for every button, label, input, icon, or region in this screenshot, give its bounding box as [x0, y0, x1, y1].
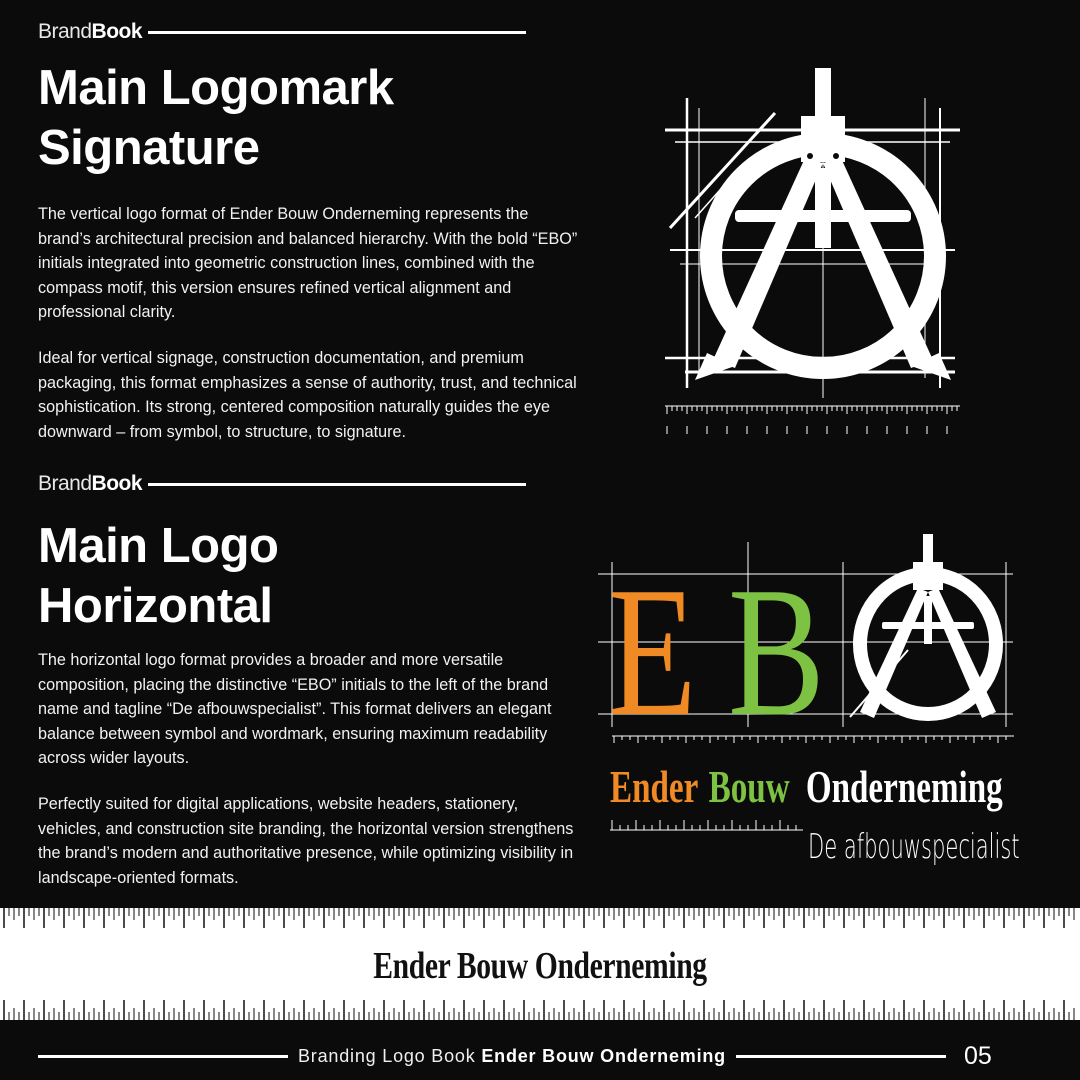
brandbook-header-1 [38, 20, 526, 44]
header-divider [148, 31, 526, 34]
brandbook-label: BrandBook [38, 472, 143, 495]
logo-letter-b: B [728, 548, 825, 756]
footer-title: Branding Logo Book Ender Bouw Onderneming [298, 1045, 726, 1066]
wordmark-bouw: Bouw [708, 760, 790, 813]
section-title-logomark: Main Logomark Signature [38, 61, 394, 175]
logo-letter-e: E [608, 548, 697, 756]
header-divider [148, 483, 526, 486]
logomark-description-2: Ideal for vertical signage, construction documentation, and premium packaging, this format emphasizes a sense of authority, trust, and technical sophistication. Its strong, centered composition naturally guides the eye downward – from symbol, to structure, to signature. [38, 349, 577, 441]
logo-horizontal [598, 532, 1024, 878]
footer-divider-left [38, 1055, 288, 1058]
brandbook-label: BrandBook [38, 20, 143, 43]
strip-brand-name: Ender Bouw Onderneming [373, 945, 707, 987]
brand-name-strip [0, 908, 1080, 1020]
logo-compass-mark [850, 534, 996, 718]
section-title-horizontal: Main Logo Horizontal [38, 519, 279, 633]
horizontal-description-2: Perfectly suited for digital applications, website headers, stationery, vehicles, and construction site branding, the horizontal version strengthens the brand’s modern and authoritative presence, while optimizing visibility in landscape-oriented formats. [38, 795, 574, 887]
ruler-bottom [0, 996, 1080, 1020]
footer-divider-right [736, 1055, 946, 1058]
footer [38, 1040, 1068, 1072]
logomark-vertical [655, 68, 965, 438]
wordmark-ender: Ender [610, 760, 699, 813]
page-number: 05 [963, 1041, 992, 1070]
wordmark-onderneming: Onderneming [805, 760, 1003, 813]
logo-tagline: De afbouwspecialist [808, 826, 1020, 867]
logomark-description-1: The vertical logo format of Ender Bouw Onderneming represents the brand’s architectural precision and balanced hierarchy. With the bold “EBO” initials integrated into geometric construction lines, combined with the compass motif, this version ensures refined vertical alignment and professional clarity. [38, 205, 578, 321]
horizontal-description-1: The horizontal logo format provides a broader and more versatile composition, placing the distinctive “EBO” initials to the left of the brand name and tagline “De afbouwspecialist”. This format delivers an elegant balance between symbol and wordmark, ensuring maximum readability across wider layouts. [38, 651, 552, 767]
brandbook-header-2 [38, 472, 526, 496]
ruler-top [0, 908, 1080, 932]
